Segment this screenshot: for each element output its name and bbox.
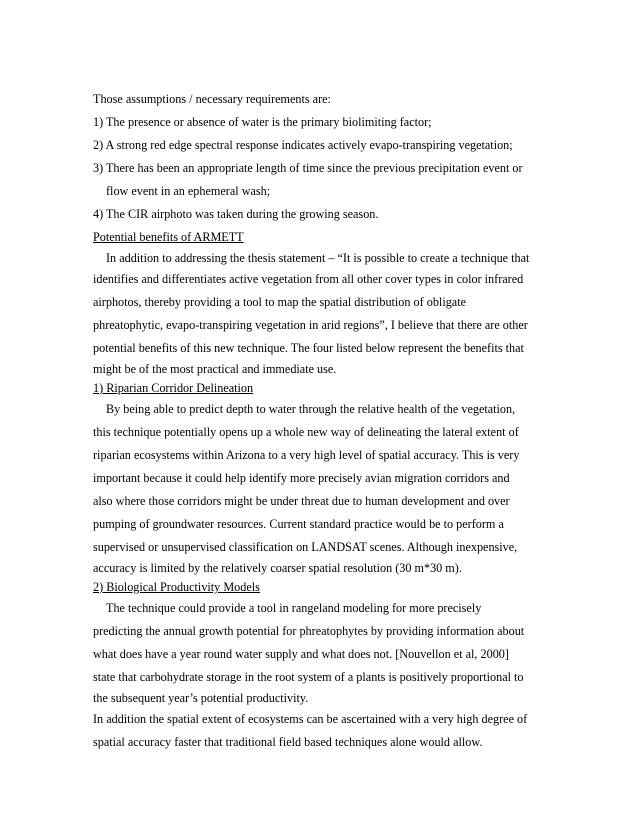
section-paragraph-line: airphotos, thereby providing a tool to map the spatial distribution of obligate	[93, 295, 467, 309]
sub2-paragraph-line: state that carbohydrate storage in the root system of a plants is positively proportional to	[93, 670, 524, 684]
closing-paragraph-line: spatial accuracy faster that traditional field based techniques alone would allow.	[93, 735, 483, 749]
sub1-paragraph-line: this technique potentially opens up a whole new way of delineating the lateral extent of	[93, 425, 519, 439]
assumption-3: 3) There has been an appropriate length of time since the previous precipitation event or	[93, 161, 523, 175]
sub2-paragraph-line: the subsequent year’s potential productivity.	[93, 691, 309, 705]
section-paragraph-line: identifies and differentiates active vegetation from all other cover types in color infrared	[93, 272, 524, 286]
document-page	[93, 88, 549, 754]
section-paragraph-line: phreatophytic, evapo-transpiring vegetation in arid regions”, I believe that there are other	[93, 318, 528, 332]
sub1-paragraph-line: accuracy is limited by the relatively coarser spatial resolution (30 m*30 m).	[93, 561, 462, 575]
sub1-paragraph-line: important because it could help identify more precisely avian migration corridors and	[93, 471, 510, 485]
sub1-heading: 1) Riparian Corridor Delineation	[93, 381, 254, 395]
section-heading: Potential benefits of ARMETT	[93, 230, 244, 244]
assumption-2: 2) A strong red edge spectral response indicates actively evapo-transpiring vegetation;	[93, 138, 513, 152]
sub1-paragraph-line: By being able to predict depth to water through the relative health of the vegetation,	[106, 402, 516, 416]
section-paragraph-line: In addition to addressing the thesis statement – “It is possible to create a technique that	[106, 251, 530, 265]
sub1-paragraph-line: supervised or unsupervised classification on LANDSAT scenes. Although inexpensive,	[93, 540, 518, 554]
sub1-paragraph-line: riparian ecosystems within Arizona to a very high level of spatial accuracy. This is very	[93, 448, 520, 462]
assumption-1: 1) The presence or absence of water is the primary biolimiting factor;	[93, 115, 432, 129]
closing-paragraph-line: In addition the spatial extent of ecosystems can be ascertained with a very high degree of	[93, 712, 528, 726]
assumption-4: 4) The CIR airphoto was taken during the growing season.	[93, 207, 379, 221]
sub1-paragraph-line: also where those corridors might be under threat due to human development and over	[93, 494, 510, 508]
sub2-paragraph-line: what does have a year round water supply and what does not. [Nouvellon et al, 2000]	[93, 647, 509, 661]
sub2-paragraph-line: The technique could provide a tool in rangeland modeling for more precisely	[106, 601, 482, 615]
sub2-heading: 2) Biological Productivity Models	[93, 580, 260, 594]
sub1-paragraph-line: pumping of groundwater resources. Current standard practice would be to perform a	[93, 517, 504, 531]
intro-text: Those assumptions / necessary requirements are:	[93, 92, 331, 106]
section-paragraph-line: might be of the most practical and immediate use.	[93, 362, 337, 376]
section-paragraph-line: potential benefits of this new technique. The four listed below represent the benefits that	[93, 341, 524, 355]
sub2-paragraph-line: predicting the annual growth potential for phreatophytes by providing information about	[93, 624, 525, 638]
assumption-3-continued: flow event in an ephemeral wash;	[106, 184, 271, 198]
